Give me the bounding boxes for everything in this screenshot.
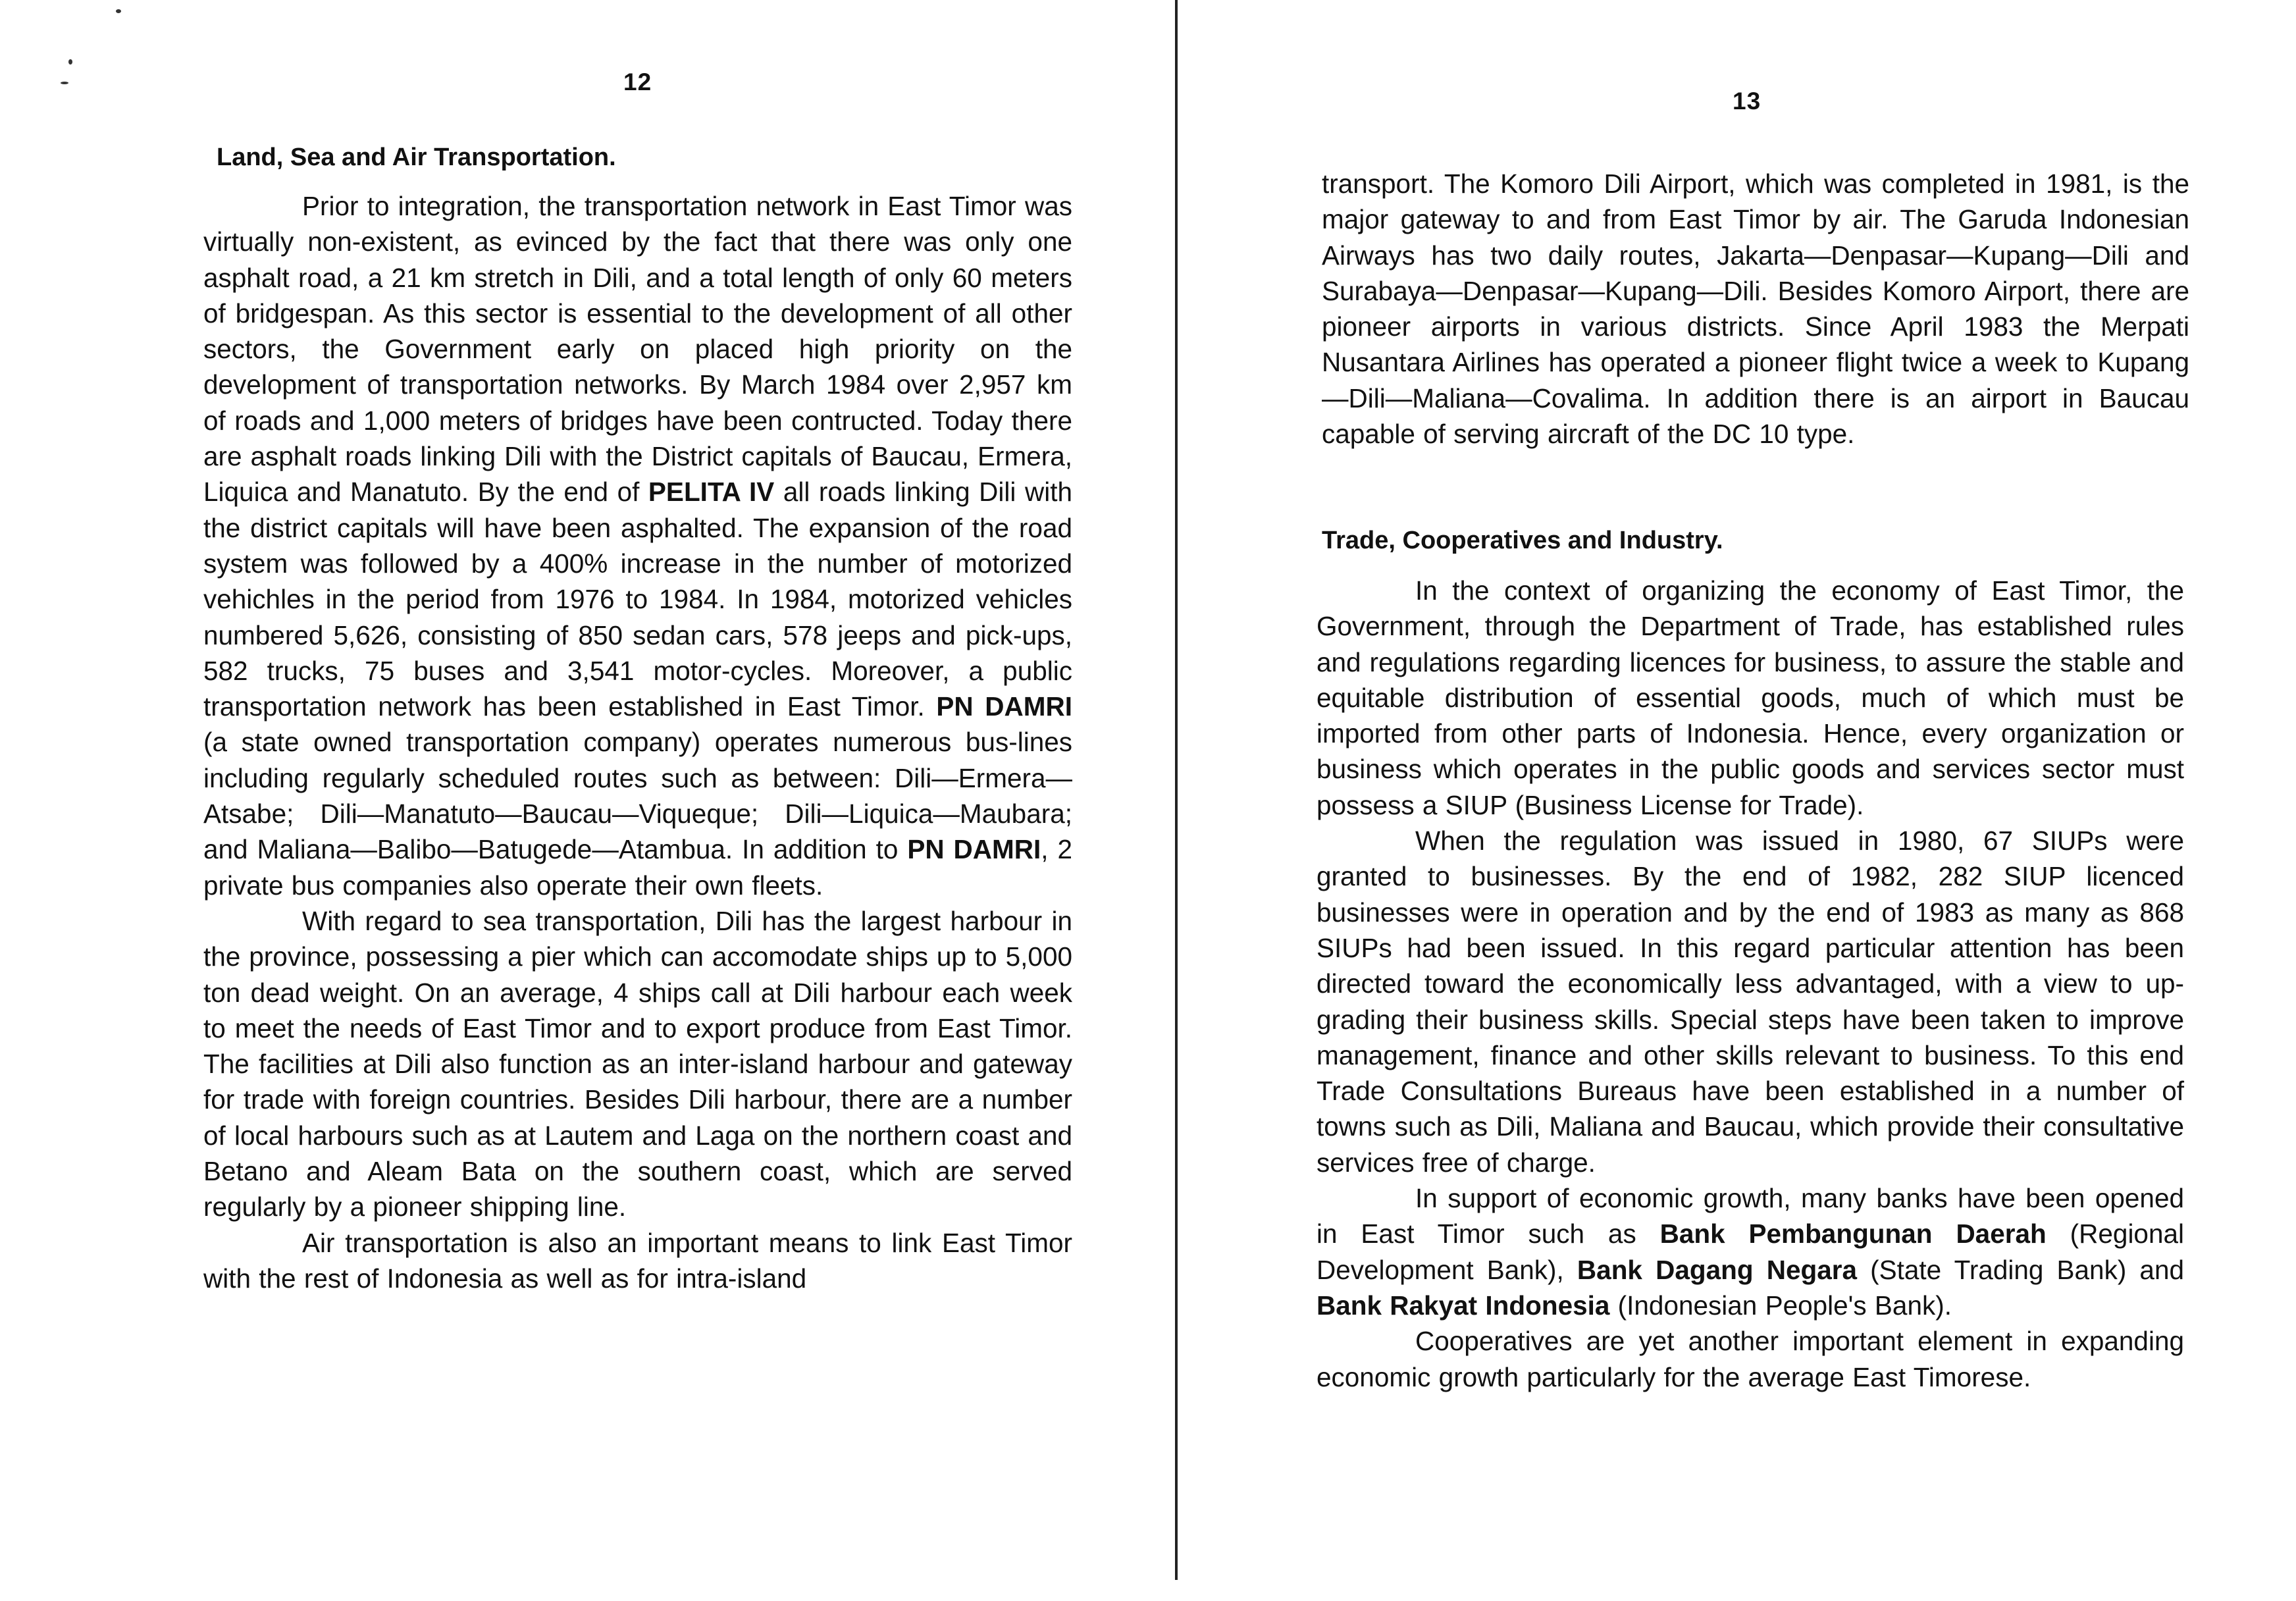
- paragraph: Cooperatives are yet another important element in expanding economic growth particularly for the average East Timorese.: [1317, 1326, 2184, 1392]
- section-heading: Land, Sea and Air Transportation.: [217, 144, 616, 171]
- paragraph: When the regulation was issued in 1980, 67 SIUPs were granted to businesses. By the end of 1982, 282 SIUP licenced businesses were in operation and by the end of 1983 as many as 868 SIUPs had been issued. In this regard particular attention has been directed toward the economically less advantaged, with a view to up-grading their business skills. Special steps have been taken to improve management, finance and other skills relevant to business. To this end Trade Consultations Bureaus have been established in a number of towns such as Dili, Maliana and Baucau, which provide their consultative services free of charge.: [1317, 826, 2184, 1178]
- paragraph: In support of economic growth, many banks have been opened in East Timor such as Bank Pembangunan Daerah (Regional Development Bank), Bank Dagang Negara (State Trading Bank) and Bank Rakyat Indonesia (Indonesian People's Bank).: [1317, 1183, 2185, 1321]
- paragraph: With regard to sea transportation, Dili has the largest harbour in the province, possessing a pier which can accomodate ships up to 5,000 ton dead weight. On an average, 4 ships call at Dili harbour each week to meet the needs of East Timor and to export produce from East Timor. The facilities at Dili also function as an inter-island harbour and gateway for trade with foreign countries. Besides Dili harbour, there are a number of local harbours such as at Lautem and Laga on the northern coast and Betano and Aleam Bata on the southern coast, which are served regularly by a pioneer shipping line.: [203, 905, 1072, 1222]
- paragraph: transport. The Komoro Dili Airport, which was completed in 1981, is the major gateway to and from East Timor by air. The Garuda Indonesian Airways has two daily routes, Jakarta—Denpasar—Kupang—Dili and Surabaya—Denpasar—Kupang—Dili. Besides Komoro Airport, there are pioneer airports in various districts. Since April 1983 the Merpati Nusantara Airlines has operated a pioneer flight twice a week to Kupang—Dili—Maliana—Covalima. In addition there is an airport in Baucau capable of serving aircraft of the DC 10 type.: [1322, 169, 2189, 450]
- body-text-continuation: [1322, 166, 2189, 452]
- page-number: 13: [1733, 88, 1761, 115]
- paragraph: Prior to integration, the transportation network in East Timor was virtually non-existent, as evinced by the fact that there was only one asphalt road, a 21 km stretch in Dili, and a total length of only 60 meters of bridgespan. As this sector is essential to the development of all other sectors, the Government early on placed high priority on the development of transportation networks. By March 1984 over 2,957 km of roads and 1,000 meters of bridges have been contructed. Today there are asphalt roads linking Dili with the District capitals of Baucau, Ermera, Liquica and Manatuto. By the end of PELITA IV all roads linking Dili with the district capitals will have been asphalted. The expansion of the road system was followed by a 400% increase in the number of motorized vehichles in the period from 1976 to 1984. In 1984, motorized vehicles numbered 5,626, consisting of 850 sedan cars, 578 jeeps and pick-ups, 582 trucks, 75 buses and 3,541 motor-cycles. Moreover, a public transportation network has been established in East Timor. PN DAMRI (a state owned transportation company) operates numerous bus-lines including regularly scheduled routes such as between: Dili—Ermera—Atsabe; Dili—Manatuto—Baucau—Viqueque; Dili—Liquica—Maubara; and Maliana—Balibo—Batugede—Atambua. In addition to PN DAMRI, 2 private bus companies also operate their own fleets.: [203, 191, 1073, 901]
- paragraph: Air transportation is also an important means to link East Timor with the rest of Indonesia as well as for intra-island: [203, 1227, 1072, 1294]
- scan-speck: [61, 82, 68, 84]
- book-gutter: [1175, 0, 1178, 1580]
- scan-speck: [116, 9, 121, 13]
- scan-speck: [68, 59, 72, 65]
- paragraph: In the context of organizing the economy of East Timor, the Government, through the Department of Trade, has established rules and regulations regarding licences for business, to assure the stable and equitable distribution of essential goods, much of which must be imported from other parts of Indonesia. Hence, every organization or business which operates in the public goods and services sector must possess a SIUP (Business License for Trade).: [1317, 575, 2184, 820]
- body-text: [1317, 573, 2184, 1395]
- section-heading: Trade, Cooperatives and Industry.: [1322, 527, 1723, 554]
- page-number: 12: [623, 68, 652, 95]
- body-text: [203, 188, 1072, 1296]
